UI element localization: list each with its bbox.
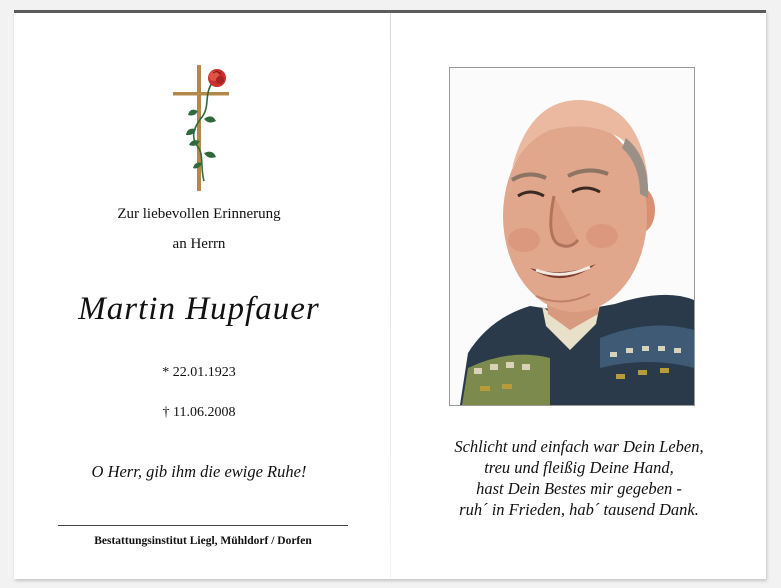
- memorial-card: [14, 10, 766, 579]
- poem-line-2: treu und fleißig Deine Hand,: [484, 458, 674, 477]
- poem-line-3: hast Dein Bestes mir gegeben -: [476, 479, 682, 498]
- undertaker-credit: Bestattungsinstitut Liegl, Mühldorf / Dorfen: [94, 535, 312, 547]
- prayer-text: O Herr, gib ihm die ewige Ruhe!: [91, 462, 307, 481]
- poem-line-1: Schlicht und einfach war Dein Leben,: [454, 437, 704, 456]
- death-date: † 11.06.2008: [162, 405, 236, 420]
- deceased-name: Martin Hupfauer: [78, 291, 320, 327]
- memorial-poem: [409, 436, 749, 520]
- birth-date: * 22.01.1923: [162, 365, 236, 380]
- card-fold: [390, 13, 391, 579]
- dedication-line-1: Zur liebevollen Erinnerung: [117, 206, 281, 222]
- poem-line-4: ruh´ in Frieden, hab´ tausend Dank.: [459, 500, 699, 519]
- cross-with-rose-icon: [168, 63, 238, 193]
- divider: [58, 525, 348, 526]
- dedication-line-2: an Herrn: [172, 236, 226, 252]
- portrait-photo: [449, 67, 695, 406]
